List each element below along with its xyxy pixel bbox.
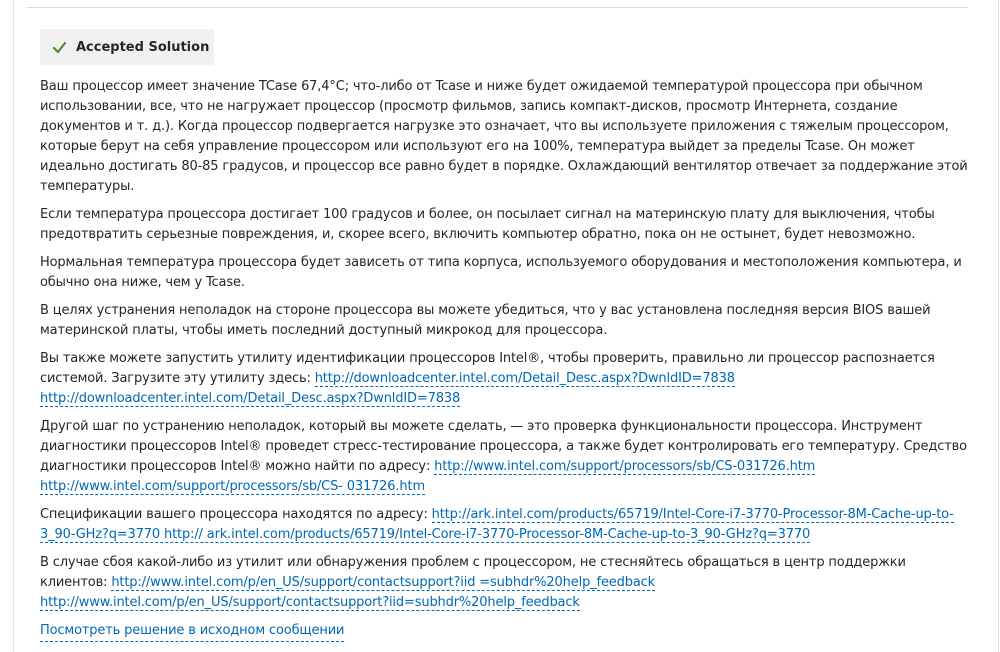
processor-specs-link[interactable]: http://ark.intel.com/products/65719/Intel-Core-i7-3770-Processor-8M-Cache-up-to-3_90-GHz?q=3770 http:// ark.intel.com/products/65719/Intel-Core-i7-3770-Processor-8M-Cache-up-to-3_90-GHz?q=3770 bbox=[40, 507, 954, 542]
divider bbox=[27, 7, 968, 8]
diagnostic-tool-link[interactable]: http://www.intel.com/support/processors/sb/CS-031726.htm http://www.intel.com/support/processors/sb/CS- 031726.htm bbox=[40, 459, 816, 494]
paragraph bbox=[40, 553, 975, 613]
badge-label: Accepted Solution bbox=[76, 39, 210, 55]
download-utility-link[interactable]: http://downloadcenter.intel.com/Detail_Desc.aspx?DwnldID=7838 http://downloadcenter.intel.com/Detail_Desc.aspx?DwnldID=7838 bbox=[40, 371, 735, 406]
paragraph: В целях устранения неполадок на стороне процессора вы можете убедиться, что у вас установлена последняя версия BIOS вашей материнской платы, чтобы иметь последний доступный микрокод для процессора. bbox=[40, 303, 931, 338]
paragraph bbox=[40, 417, 975, 497]
paragraph-text: Другой шаг по устранению неполадок, который вы можете сделать, — это проверка функциональности процессора. Инструмент диагностики процессоров Intel® проведет стресс-тестирование процессора, а также будет контролировать его температуру. Средство диагностики процессоров Intel® можно найти по адресу: bbox=[40, 419, 967, 474]
solution-body bbox=[40, 77, 975, 642]
check-icon bbox=[52, 40, 67, 55]
accepted-solution-badge bbox=[40, 29, 214, 65]
paragraph: Ваш процессор имеет значение TCase 67,4°C; что-либо от Tcase и ниже будет ожидаемой температурой процессора при обычном использовании, все, что не нагружает процессор (просмотр фильмов, запись компакт-дисков, просмотр Интернета, создание документов и т. д.). Когда процессор подвергается нагрузке это означает, что вы используете приложения с тяжелым процессором, которые берут на себя управление процессором или используют его на 100%, температура выйдет за пределы Tcase. Он может идеально достигать 80-85 градусов, и процессор все равно будет в порядке. Охлаждающий вентилятор отвечает за поддержание этой температуры. bbox=[40, 79, 968, 194]
paragraph-text: В случае сбоя какой-либо из утилит или обнаружения проблем с процессором, не стесняйтесь обращаться в центр поддержки клиентов: bbox=[40, 555, 906, 590]
paragraph: Нормальная температура процессора будет зависеть от типа корпуса, используемого оборудования и местоположения компьютера, и обычно она ниже, чем у Tcase. bbox=[40, 255, 962, 290]
paragraph bbox=[40, 349, 975, 409]
paragraph-text: Вы также можете запустить утилиту идентификации процессоров Intel®, чтобы проверить, правильно ли процессор распознается системой. Загрузите эту утилиту здесь: bbox=[40, 351, 935, 386]
paragraph bbox=[40, 505, 975, 545]
view-solution-link[interactable]: Посмотреть решение в исходном сообщении bbox=[40, 621, 344, 642]
paragraph: Если температура процессора достигает 100 градусов и более, он посылает сигнал на материнскую плату для выключения, чтобы предотвратить серьезные повреждения, и, скорее всего, включить компьютер обратно, пока он не остынет, будет невозможно. bbox=[40, 207, 935, 242]
paragraph-text: Спецификации вашего процессора находятся по адресу: bbox=[40, 507, 432, 522]
contact-support-link[interactable]: http://www.intel.com/p/en_US/support/contactsupport?iid =subhdr%20help_feedback http://www.intel.com/p/en_US/support/contactsupport?iid=subhdr%20help_feedback bbox=[40, 575, 656, 610]
